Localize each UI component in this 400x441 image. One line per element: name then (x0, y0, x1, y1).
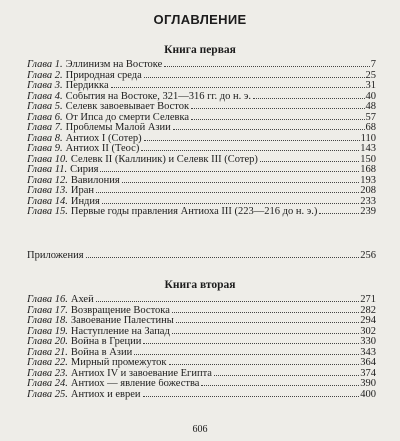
chapter-title: Природная среда (65, 70, 142, 81)
chapter-word: Глава (27, 175, 53, 186)
chapter-page-number: 208 (360, 186, 376, 196)
chapter-word: Глава (27, 186, 53, 196)
chapter-page-number: 233 (360, 196, 376, 207)
chapter-title: Селевк завоевывает Восток (65, 102, 190, 112)
chapter-number: 17. (54, 305, 68, 316)
chapter-title: Селевк II (Каллиник) и Селевк III (Сотер) (70, 154, 258, 165)
chapter-number: 24. (54, 379, 68, 389)
chapter-number: 21. (54, 347, 68, 358)
chapter-page-number: 374 (360, 368, 376, 379)
chapter-number: 20. (54, 337, 68, 347)
chapter-word: Глава (27, 368, 53, 379)
chapter-page-number: 302 (360, 326, 376, 337)
chapter-title: От Ипса до смерти Селевка (65, 112, 190, 123)
dot-leader (111, 81, 365, 88)
chapter-label (27, 390, 68, 401)
appendix-entry[interactable] (27, 251, 376, 262)
chapter-title: Завоевание Палестины (70, 316, 174, 326)
chapter-word: Глава (27, 60, 53, 70)
chapter-title: Мирный промежуток (70, 358, 167, 368)
toc-entry[interactable] (27, 186, 376, 197)
chapter-label (27, 337, 68, 348)
chapter-page-number: 110 (360, 133, 376, 144)
chapter-number: 15. (54, 207, 68, 217)
chapter-number: 18. (54, 316, 68, 326)
dot-leader (96, 295, 360, 302)
chapter-number: 7. (54, 123, 63, 133)
chapter-label (27, 306, 68, 317)
dot-leader (143, 390, 360, 397)
chapter-title: Эллинизм на Востоке (65, 60, 163, 70)
toc-entry[interactable] (27, 113, 376, 124)
dot-leader (102, 197, 359, 204)
chapter-page-number: 271 (360, 295, 376, 305)
chapter-label (27, 71, 63, 82)
chapter-word: Глава (27, 133, 53, 144)
chapter-page-number: 294 (360, 316, 376, 326)
toc-entry[interactable] (27, 123, 376, 134)
chapter-number: 8. (54, 133, 63, 144)
toc-entry[interactable] (27, 316, 376, 327)
dot-leader (173, 123, 365, 130)
chapter-number: 11. (54, 165, 68, 175)
chapter-label (27, 60, 63, 71)
toc-entry[interactable] (27, 295, 376, 306)
chapter-label (27, 295, 68, 306)
chapter-title: Сирия (70, 165, 99, 175)
dot-leader (96, 186, 359, 193)
chapter-title: Иран (70, 186, 94, 196)
chapter-word: Глава (27, 70, 53, 81)
appendix-page-number: 256 (360, 251, 376, 261)
dot-leader (201, 379, 359, 386)
chapter-title: Антиох — явление божества (70, 379, 200, 389)
chapter-word: Глава (27, 196, 53, 207)
chapter-label (27, 113, 63, 124)
chapter-page-number: 282 (360, 305, 376, 316)
dot-leader (253, 92, 365, 99)
chapter-word: Глава (27, 326, 53, 337)
chapter-number: 2. (54, 70, 63, 81)
chapter-number: 13. (54, 186, 68, 196)
chapter-title: Война в Азии (70, 347, 133, 358)
chapter-word: Глава (27, 305, 53, 316)
dot-leader (134, 348, 359, 355)
chapter-title: События на Востоке, 321—316 гг. до н. э. (65, 91, 251, 102)
toc-entry[interactable] (27, 337, 376, 348)
chapter-number: 6. (54, 112, 63, 123)
chapter-word: Глава (27, 123, 53, 133)
chapter-page-number: 7 (370, 60, 376, 70)
chapter-label (27, 81, 63, 92)
toc-entry[interactable] (27, 369, 376, 380)
chapter-word: Глава (27, 389, 53, 400)
toc-entry[interactable] (27, 81, 376, 92)
chapter-page-number: 48 (365, 102, 376, 112)
chapter-label (27, 369, 68, 380)
toc-entry[interactable] (27, 358, 376, 369)
chapter-word: Глава (27, 144, 53, 154)
appendix-title: Приложения (27, 251, 84, 261)
chapter-label (27, 316, 68, 327)
dot-leader (191, 102, 364, 109)
toc-entry[interactable] (27, 155, 376, 166)
chapter-page-number: 390 (360, 379, 376, 389)
chapter-page-number: 57 (365, 112, 376, 123)
chapter-word: Глава (27, 112, 53, 123)
chapter-number: 22. (54, 358, 68, 368)
chapter-number: 19. (54, 326, 68, 337)
chapter-word: Глава (27, 81, 53, 91)
book-two-heading: Книга вторая (164, 279, 236, 291)
toc-entry[interactable] (27, 197, 376, 208)
chapter-word: Глава (27, 316, 53, 326)
dot-leader (176, 316, 360, 323)
chapter-number: 14. (54, 196, 68, 207)
toc-entry[interactable] (27, 92, 376, 103)
chapter-page-number: 40 (365, 91, 376, 102)
chapter-number: 16. (54, 295, 68, 305)
page-title: ОГЛАВЛЕНИЕ (153, 12, 247, 27)
chapter-label (27, 348, 68, 359)
dot-leader (172, 306, 359, 313)
chapter-title: Первые годы правления Антиоха III (223—216 до н. э.) (70, 207, 318, 217)
chapter-label (27, 134, 63, 145)
chapter-word: Глава (27, 91, 53, 102)
toc-entry[interactable] (27, 176, 376, 187)
chapter-title: Антиох I (Сотер) (65, 133, 142, 144)
chapter-title: Ахей (70, 295, 94, 305)
toc-entry[interactable] (27, 390, 376, 401)
chapter-number: 3. (54, 81, 63, 91)
chapter-title: Антиох II (Теос) (65, 144, 140, 154)
toc-entry[interactable] (27, 207, 376, 218)
dot-leader (86, 251, 360, 258)
chapter-page-number: 239 (360, 207, 376, 217)
toc-entry[interactable] (27, 134, 376, 145)
chapter-word: Глава (27, 165, 53, 175)
chapter-page-number: 168 (360, 165, 376, 175)
toc-entry[interactable] (27, 165, 376, 176)
dot-leader (144, 71, 365, 78)
chapter-title: Проблемы Малой Азии (65, 123, 171, 133)
chapter-title: Война в Греции (70, 337, 142, 347)
book-two-chapter-list (27, 295, 376, 400)
toc-entry[interactable] (27, 306, 376, 317)
chapter-label (27, 197, 68, 208)
chapter-page-number: 31 (365, 81, 376, 91)
dot-leader (319, 207, 359, 214)
chapter-page-number: 25 (365, 70, 376, 81)
dot-leader (122, 176, 360, 183)
chapter-page-number: 68 (365, 123, 376, 133)
chapter-page-number: 150 (360, 154, 376, 165)
dot-leader (214, 369, 359, 376)
chapter-number: 10. (54, 154, 68, 165)
chapter-label (27, 327, 68, 338)
dot-leader (169, 358, 360, 365)
dot-leader (141, 144, 359, 151)
chapter-number: 25. (54, 389, 68, 400)
chapter-word: Глава (27, 207, 53, 217)
toc-entry[interactable] (27, 348, 376, 359)
chapter-page-number: 400 (360, 389, 376, 400)
chapter-word: Глава (27, 358, 53, 368)
chapter-label (27, 379, 68, 390)
chapter-label (27, 358, 68, 369)
chapter-word: Глава (27, 102, 53, 112)
dot-leader (260, 155, 359, 162)
chapter-title: Наступление на Запад (70, 326, 170, 337)
chapter-title: Индия (70, 196, 100, 207)
book-one-heading: Книга первая (164, 44, 236, 56)
dot-leader (191, 113, 364, 120)
chapter-word: Глава (27, 295, 53, 305)
toc-entry[interactable] (27, 71, 376, 82)
dot-leader (172, 327, 359, 334)
chapter-label (27, 207, 68, 218)
page-number-footer: 606 (192, 424, 208, 435)
chapter-page-number: 343 (360, 347, 376, 358)
chapter-label (27, 165, 67, 176)
chapter-number: 1. (54, 60, 63, 70)
chapter-label (27, 186, 68, 197)
toc-entry[interactable] (27, 379, 376, 390)
toc-entry[interactable] (27, 144, 376, 155)
chapter-page-number: 364 (360, 358, 376, 368)
chapter-title: Антиох IV и завоевание Египта (70, 368, 212, 379)
chapter-title: Антиох и евреи (70, 389, 141, 400)
chapter-number: 23. (54, 368, 68, 379)
chapter-label (27, 123, 63, 134)
toc-entry[interactable] (27, 102, 376, 113)
chapter-label (27, 102, 63, 113)
chapter-label (27, 144, 63, 155)
chapter-number: 12. (54, 175, 68, 186)
chapter-page-number: 193 (360, 175, 376, 186)
dot-leader (164, 60, 369, 67)
chapter-label (27, 155, 68, 166)
toc-entry[interactable] (27, 60, 376, 71)
chapter-label (27, 176, 68, 187)
toc-entry[interactable] (27, 327, 376, 338)
chapter-title: Пердикка (65, 81, 109, 91)
chapter-word: Глава (27, 379, 53, 389)
chapter-title: Вавилония (70, 175, 120, 186)
chapter-number: 9. (54, 144, 63, 154)
dot-leader (143, 337, 359, 344)
chapter-number: 5. (54, 102, 63, 112)
chapter-word: Глава (27, 154, 53, 165)
dot-leader (100, 165, 359, 172)
chapter-page-number: 143 (360, 144, 376, 154)
chapter-page-number: 330 (360, 337, 376, 347)
chapter-label (27, 92, 63, 103)
dot-leader (144, 134, 360, 141)
chapter-title: Возвращение Востока (70, 305, 170, 316)
book-one-chapter-list (27, 60, 376, 218)
chapter-word: Глава (27, 337, 53, 347)
chapter-number: 4. (54, 91, 63, 102)
chapter-word: Глава (27, 347, 53, 358)
